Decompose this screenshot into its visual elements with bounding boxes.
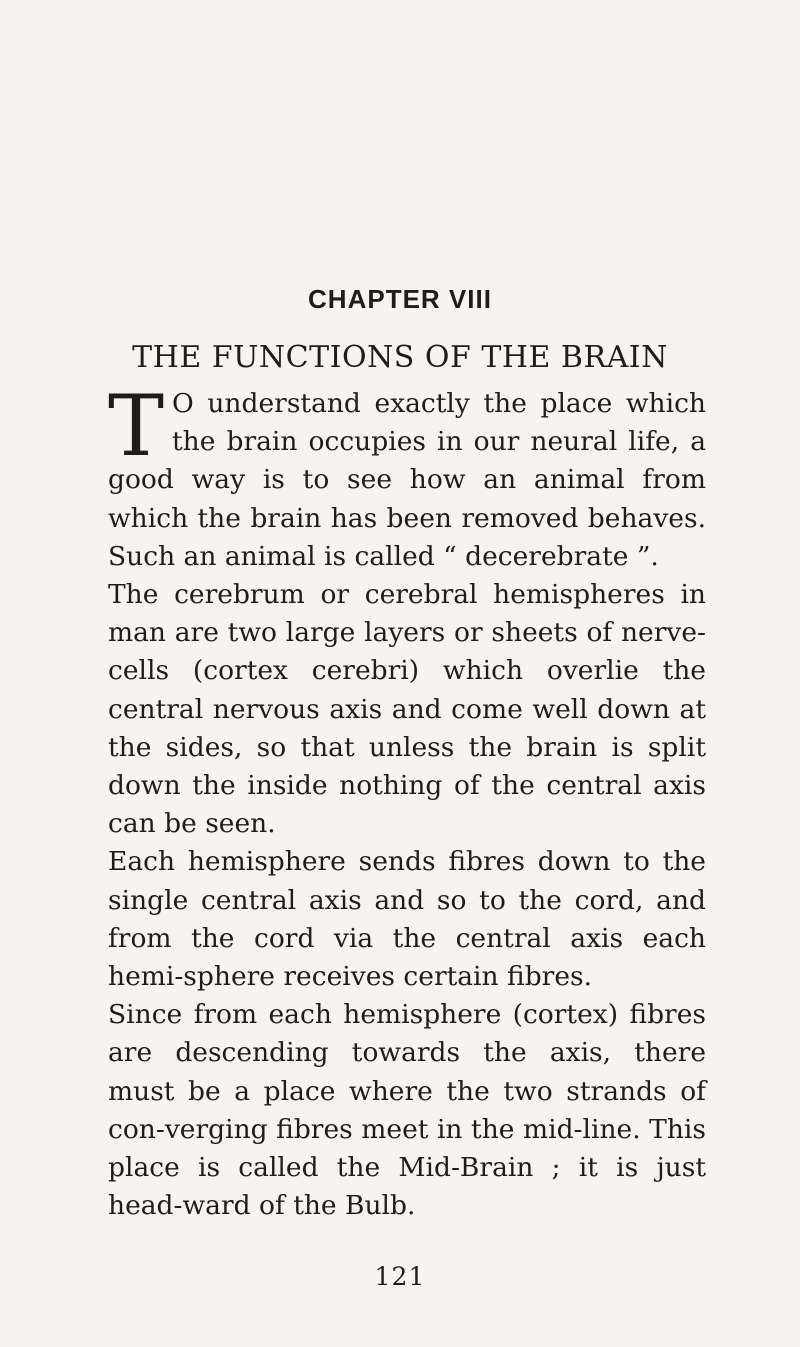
chapter-label: CHAPTER VIII xyxy=(308,284,492,314)
paragraph-4: Since from each hemisphere (cortex) fibres are descending towards the axis, there must be a place where the two strands of con-verging fibres meet in the mid-line. This place is called the Mid-Brain ; it is just head-ward of the Bulb. xyxy=(108,999,706,1222)
page-number: 121 xyxy=(374,1262,426,1291)
paragraph-1-text: O understand exactly the place which the brain occupies in our neural life, a good way is to see how an animal from which the brain has been removed behaves. Such an animal is called “ decerebrate ”. xyxy=(108,388,706,572)
body-text xyxy=(108,377,706,1225)
drop-cap: T xyxy=(108,377,165,475)
chapter-title: THE FUNCTIONS OF THE BRAIN xyxy=(132,340,668,375)
paragraph-1 xyxy=(108,377,706,576)
paragraph-3: Each hemisphere sends fibres down to the single central axis and so to the cord, and from the cord via the central axis each hemi-sphere receives certain fibres. xyxy=(108,846,706,993)
paragraph-2: The cerebrum or cerebral hemispheres in man are two large layers or sheets of nerve-cells (cortex cerebri) which overlie the central nervous axis and come well down at the sides, so that unless the brain is split down the inside nothing of the central axis can be seen. xyxy=(108,579,706,840)
